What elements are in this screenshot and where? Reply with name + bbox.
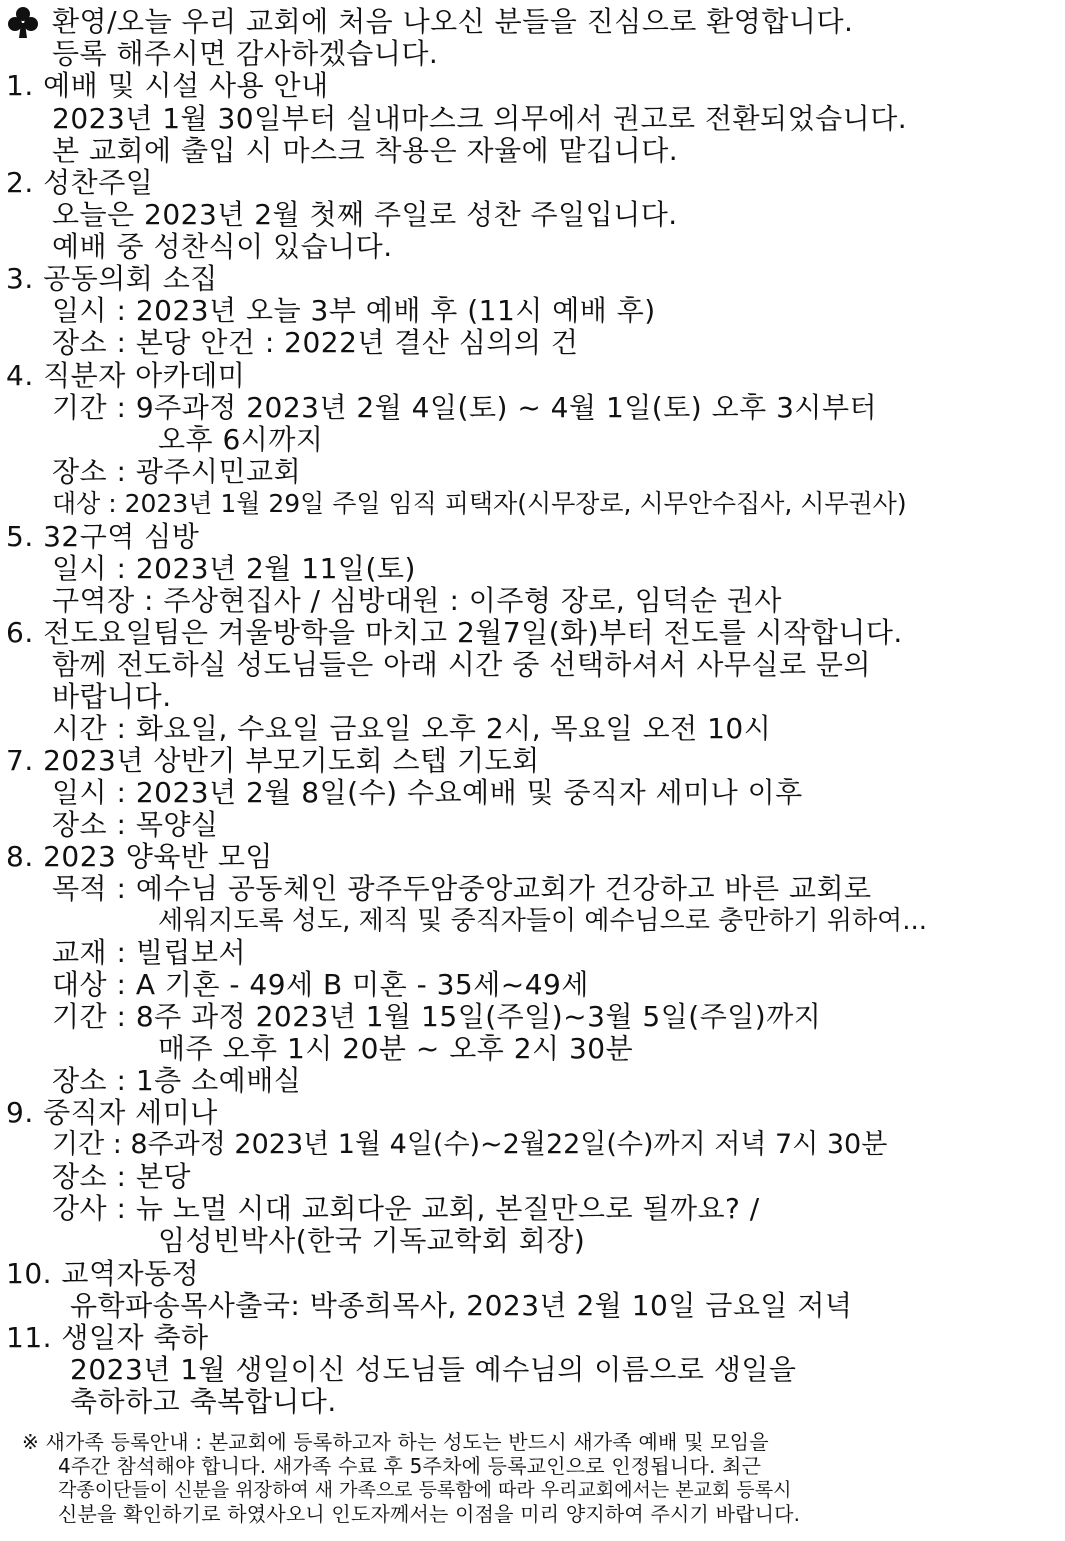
registration-note-line: 각종이단들이 신분을 위장하여 새 가족으로 등록함에 따라 우리교회에서는 본교회 등록시 — [58, 1479, 792, 1501]
item-heading: 8. 2023 양육반 모임 — [6, 840, 273, 873]
item-line: 바랍니다. — [52, 680, 172, 713]
item-heading: 10. 교역자동정 — [6, 1257, 200, 1290]
item-line: 2023년 1월 생일이신 성도님들 예수님의 이름으로 생일을 — [70, 1353, 797, 1386]
item-line: 기간 : 8주과정 2023년 1월 4일(수)~2월22일(수)까지 저녁 7시 30분 — [52, 1129, 888, 1160]
item-line: 함께 전도하실 성도님들은 아래 시간 중 선택하셔서 사무실로 문의 — [52, 648, 872, 681]
registration-note-line: 신분을 확인하기로 하였사오니 인도자께서는 이점을 미리 양지하여 주시기 바랍니다. — [58, 1502, 801, 1526]
item-heading: 9. 중직자 세미나 — [6, 1096, 218, 1129]
item-line: 매주 오후 1시 20분 ~ 오후 2시 30분 — [158, 1032, 634, 1065]
item-heading: 2. 성찬주일 — [6, 166, 154, 199]
item-heading: 1. 예배 및 시설 사용 안내 — [6, 69, 329, 102]
item-line: 대상 : 2023년 1월 29일 주일 임직 피택자(시무장로, 시무안수집사, 시무권사) — [52, 489, 907, 518]
item-line: 기간 : 8주 과정 2023년 1월 15일(주일)~3월 5일(주일)까지 — [52, 1000, 822, 1033]
item-heading: 3. 공동의회 소집 — [6, 262, 218, 295]
item-line: 장소 : 광주시민교회 — [52, 455, 302, 488]
item-line: 오후 6시까지 — [158, 423, 324, 456]
item-line: 목적 : 예수님 공동체인 광주두암중앙교회가 건강하고 바른 교회로 — [52, 872, 872, 905]
item-line: 강사 : 뉴 노멀 시대 교회다운 교회, 본질만으로 될까요? / — [52, 1192, 760, 1225]
item-line: 임성빈박사(한국 기독교학회 회장) — [158, 1224, 586, 1257]
welcome-line: 등록 해주시면 감사하겠습니다. — [52, 37, 439, 70]
item-line: 일시 : 2023년 2월 11일(토) — [52, 552, 416, 585]
item-line: 세워지도록 성도, 제직 및 중직자들이 예수님으로 충만하기 위하여... — [158, 906, 928, 936]
item-line: 유학파송목사출국: 박종희목사, 2023년 2월 10일 금요일 저녁 — [70, 1289, 853, 1322]
item-heading: 5. 32구역 심방 — [6, 520, 200, 553]
item-line: 2023년 1월 30일부터 실내마스크 의무에서 권고로 전환되었습니다. — [52, 102, 908, 135]
item-line: 시간 : 화요일, 수요일 금요일 오후 2시, 목요일 오전 10시 — [52, 712, 772, 745]
item-line: 장소 : 1층 소예배실 — [52, 1064, 302, 1097]
item-line: 오늘은 2023년 2월 첫째 주일로 성찬 주일입니다. — [52, 198, 678, 231]
item-line: 교재 : 빌립보서 — [52, 936, 247, 969]
item-line: 기간 : 9주과정 2023년 2월 4일(토) ~ 4월 1일(토) 오후 3시부터 — [52, 391, 878, 424]
item-heading: 6. 전도요일팀은 겨울방학을 마치고 2월7일(화)부터 전도를 시작합니다. — [6, 616, 903, 649]
item-heading: 4. 직분자 아카데미 — [6, 359, 246, 392]
item-heading: 11. 생일자 축하 — [6, 1321, 209, 1354]
registration-note-line: 4주간 참석해야 합니다. 새가족 수료 후 5주차에 등록교인으로 인정됩니다. 최근 — [58, 1454, 762, 1478]
item-line: 대상 : A 기혼 - 49세 B 미혼 - 35세~49세 — [52, 968, 589, 1001]
item-heading: 7. 2023년 상반기 부모기도회 스텝 기도회 — [6, 744, 540, 777]
item-line: 예배 중 성찬식이 있습니다. — [52, 230, 393, 263]
welcome-line: 환영/오늘 우리 교회에 처음 나오신 분들을 진심으로 환영합니다. — [52, 5, 854, 38]
registration-note-line: ※ 새가족 등록안내 : 본교회에 등록하고자 하는 성도는 반드시 새가족 예배 및 모임을 — [22, 1430, 769, 1454]
item-line: 일시 : 2023년 2월 8일(수) 수요예배 및 중직자 세미나 이후 — [52, 776, 803, 809]
item-line: 장소 : 목양실 — [52, 808, 219, 841]
item-line: 장소 : 본당 안건 : 2022년 결산 심의의 건 — [52, 326, 579, 359]
item-line: 축하하고 축복합니다. — [70, 1385, 337, 1418]
item-line: 본 교회에 출입 시 마스크 착용은 자율에 맡깁니다. — [52, 134, 679, 167]
item-line: 구역장 : 주상현집사 / 심방대원 : 이주형 장로, 임덕순 권사 — [52, 584, 782, 617]
club-icon — [6, 5, 40, 39]
item-line: 장소 : 본당 — [52, 1160, 191, 1193]
item-line: 일시 : 2023년 오늘 3부 예배 후 (11시 예배 후) — [52, 294, 656, 327]
